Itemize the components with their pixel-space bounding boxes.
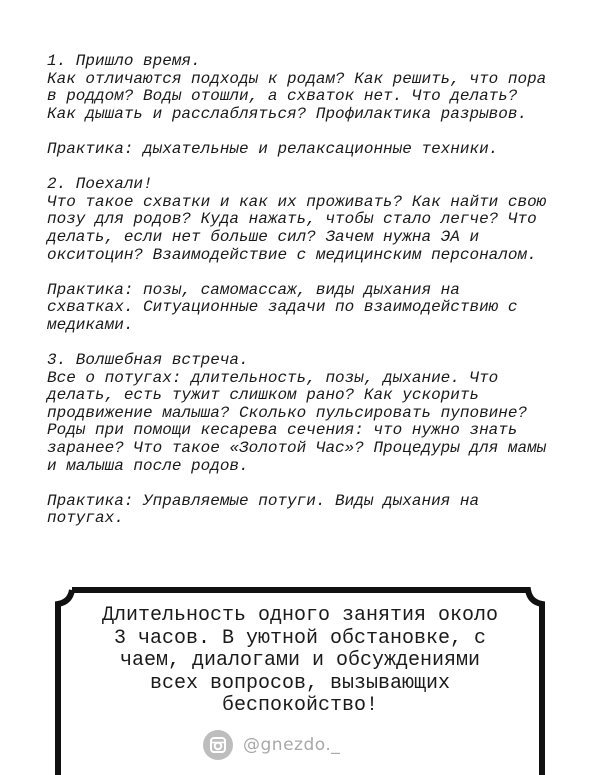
practice-line: схватках. Ситуационные задачи по взаимодействию с (47, 298, 518, 317)
section-line: Роды при помощи кесарева сечения: что нужно знать (47, 421, 518, 440)
section-line: заранее? Что такое «Золотой Час»? Процедуры для мамы (47, 439, 547, 458)
section-line: в роддом? Воды отошли, а схваток нет. Что делать? (47, 87, 518, 106)
practice-line: потугах. (47, 509, 124, 528)
info-line: беспокойство! (221, 694, 379, 718)
social-link[interactable] (203, 730, 340, 760)
section-line: окситоцин? Взаимодействие с медицинским персоналом. (47, 245, 537, 264)
section-title: 1. Пришло время. (47, 52, 201, 70)
section-line: позу для родов? Куда нажать, чтобы стало легче? Что (47, 210, 537, 229)
section-line: и малыша после родов. (47, 456, 249, 475)
section-line: Что такое схватки и как их проживать? Как найти свою (47, 192, 547, 211)
practice-line: Практика: дыхательные и релаксационные техники. (47, 139, 499, 158)
social-handle[interactable]: @gnezdo._ (243, 735, 341, 755)
section-line: продвижение малыша? Сколько пульсировать пуповине? (47, 403, 528, 422)
info-box-text (62, 605, 538, 718)
section-title: 2. Поехали! (47, 175, 153, 194)
info-line: чаем, диалогами и обсуждениями (119, 649, 481, 673)
section-line: делать, если нет больше сил? Зачем нужна ЭА и (47, 227, 480, 246)
section-line: Все о потугах: длительность, позы, дыхание. Что (47, 368, 499, 387)
section-title: 3. Волшебная встреча. (47, 351, 249, 370)
section-line: Как отличаются подходы к родам? Как решить, что пора (47, 69, 547, 88)
info-line: Длительность одного занятия около (101, 604, 499, 627)
practice-line: Практика: позы, самомассаж, виды дыхания на (47, 280, 460, 299)
section-line: Как дышать и расслабляться? Профилактика разрывов. (47, 104, 528, 123)
practice-line: медиками. (47, 315, 134, 334)
info-line: всех вопросов, вызывающих (149, 671, 451, 695)
section-line: делать, есть тужит слишком рано? Как ускорить (47, 386, 480, 405)
info-line: 3 часов. В уютной обстановке, с (113, 626, 487, 650)
practice-line: Практика: Управляемые потуги. Виды дыхания на (47, 491, 480, 510)
instagram-icon (203, 730, 233, 760)
